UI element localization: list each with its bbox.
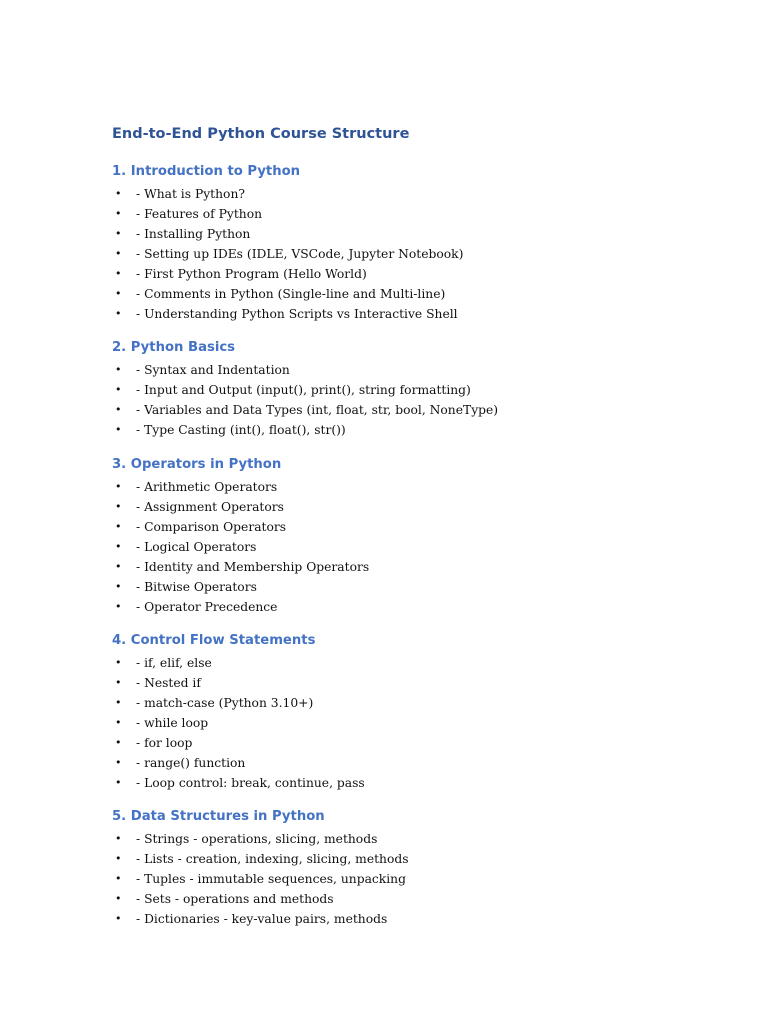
list-item (112, 420, 712, 440)
list-item-text: - Bitwise Operators (136, 580, 257, 594)
list-item (112, 829, 712, 849)
bullet-icon: • (115, 403, 122, 416)
list-item-text: - Identity and Membership Operators (136, 560, 370, 574)
list-item-text: - Sets - operations and methods (136, 892, 334, 906)
list-item-text: - Nested if (136, 676, 201, 690)
list-item (112, 224, 712, 244)
list-item-text: - Input and Output (input(), print(), string formatting) (136, 383, 471, 397)
section-operators-in-python (112, 455, 712, 617)
section-introduction-to-python (112, 162, 712, 324)
list-item-text: - Syntax and Indentation (136, 363, 290, 377)
section-heading: 5. Data Structures in Python (112, 809, 325, 824)
list-item (112, 713, 712, 733)
list-item-text: - Setting up IDEs (IDLE, VSCode, Jupyter Notebook) (136, 247, 464, 261)
bullet-icon: • (115, 872, 122, 885)
section-data-structures-in-python (112, 807, 712, 929)
list-item-text: - Comments in Python (Single-line and Multi-line) (136, 287, 446, 301)
bullet-list (112, 829, 712, 929)
list-item (112, 577, 712, 597)
bullet-icon: • (115, 716, 122, 729)
bullet-icon: • (115, 287, 122, 300)
bullet-list (112, 653, 712, 793)
list-item-text: - Features of Python (136, 207, 263, 221)
list-item-text: - Understanding Python Scripts vs Interactive Shell (136, 307, 458, 321)
list-item-text: - Comparison Operators (136, 520, 287, 534)
list-item (112, 400, 712, 420)
list-item-text: - Operator Precedence (136, 600, 278, 614)
list-item-text: - Arithmetic Operators (136, 480, 278, 494)
bullet-list (112, 184, 712, 324)
bullet-icon: • (115, 852, 122, 865)
bullet-icon: • (115, 307, 122, 320)
bullet-icon: • (115, 560, 122, 573)
list-item-text: - Lists - creation, indexing, slicing, methods (136, 852, 409, 866)
section-control-flow-statements (112, 631, 712, 793)
section-heading: 3. Operators in Python (112, 457, 282, 472)
list-item-text: - Strings - operations, slicing, methods (136, 832, 378, 846)
document-title: End-to-End Python Course Structure (112, 126, 410, 142)
bullet-icon: • (115, 267, 122, 280)
list-item (112, 773, 712, 793)
bullet-icon: • (115, 383, 122, 396)
bullet-icon: • (115, 363, 122, 376)
bullet-icon: • (115, 912, 122, 925)
list-item (112, 889, 712, 909)
bullet-list (112, 477, 712, 617)
list-item-text: - Logical Operators (136, 540, 257, 554)
bullet-icon: • (115, 500, 122, 513)
list-item (112, 184, 712, 204)
list-item (112, 869, 712, 889)
list-item (112, 380, 712, 400)
list-item (112, 849, 712, 869)
bullet-icon: • (115, 600, 122, 613)
list-item-text: - Type Casting (int(), float(), str()) (136, 423, 346, 437)
bullet-icon: • (115, 423, 122, 436)
list-item (112, 517, 712, 537)
bullet-icon: • (115, 756, 122, 769)
bullet-icon: • (115, 776, 122, 789)
section-python-basics (112, 338, 712, 440)
bullet-icon: • (115, 676, 122, 689)
section-heading: 1. Introduction to Python (112, 164, 301, 179)
list-item (112, 693, 712, 713)
bullet-icon: • (115, 520, 122, 533)
bullet-icon: • (115, 736, 122, 749)
list-item-text: - Loop control: break, continue, pass (136, 776, 365, 790)
list-item (112, 244, 712, 264)
list-item-text: - Dictionaries - key-value pairs, methods (136, 912, 388, 926)
bullet-icon: • (115, 227, 122, 240)
list-item-text: - range() function (136, 756, 246, 770)
list-item (112, 360, 712, 380)
list-item-text: - Assignment Operators (136, 500, 284, 514)
bullet-icon: • (115, 696, 122, 709)
bullet-icon: • (115, 207, 122, 220)
list-item (112, 653, 712, 673)
list-item (112, 753, 712, 773)
bullet-icon: • (115, 656, 122, 669)
list-item-text: - What is Python? (136, 187, 245, 201)
bullet-icon: • (115, 247, 122, 260)
section-heading: 2. Python Basics (112, 340, 236, 355)
list-item-text: - if, elif, else (136, 656, 212, 670)
list-item (112, 537, 712, 557)
bullet-icon: • (115, 832, 122, 845)
list-item-text: - while loop (136, 716, 209, 730)
list-item-text: - First Python Program (Hello World) (136, 267, 367, 281)
list-item-text: - Installing Python (136, 227, 251, 241)
bullet-list (112, 360, 712, 440)
bullet-icon: • (115, 480, 122, 493)
list-item (112, 264, 712, 284)
list-item (112, 497, 712, 517)
list-item (112, 673, 712, 693)
bullet-icon: • (115, 540, 122, 553)
list-item (112, 733, 712, 753)
list-item-text: - Tuples - immutable sequences, unpacking (136, 872, 406, 886)
list-item (112, 477, 712, 497)
list-item (112, 909, 712, 929)
bullet-icon: • (115, 187, 122, 200)
bullet-icon: • (115, 580, 122, 593)
list-item (112, 597, 712, 617)
list-item (112, 204, 712, 224)
bullet-icon: • (115, 892, 122, 905)
list-item-text: - for loop (136, 736, 193, 750)
list-item-text: - match-case (Python 3.10+) (136, 696, 314, 710)
list-item (112, 304, 712, 324)
list-item-text: - Variables and Data Types (int, float, str, bool, NoneType) (136, 403, 499, 417)
list-item (112, 557, 712, 577)
section-heading: 4. Control Flow Statements (112, 633, 316, 648)
list-item (112, 284, 712, 304)
